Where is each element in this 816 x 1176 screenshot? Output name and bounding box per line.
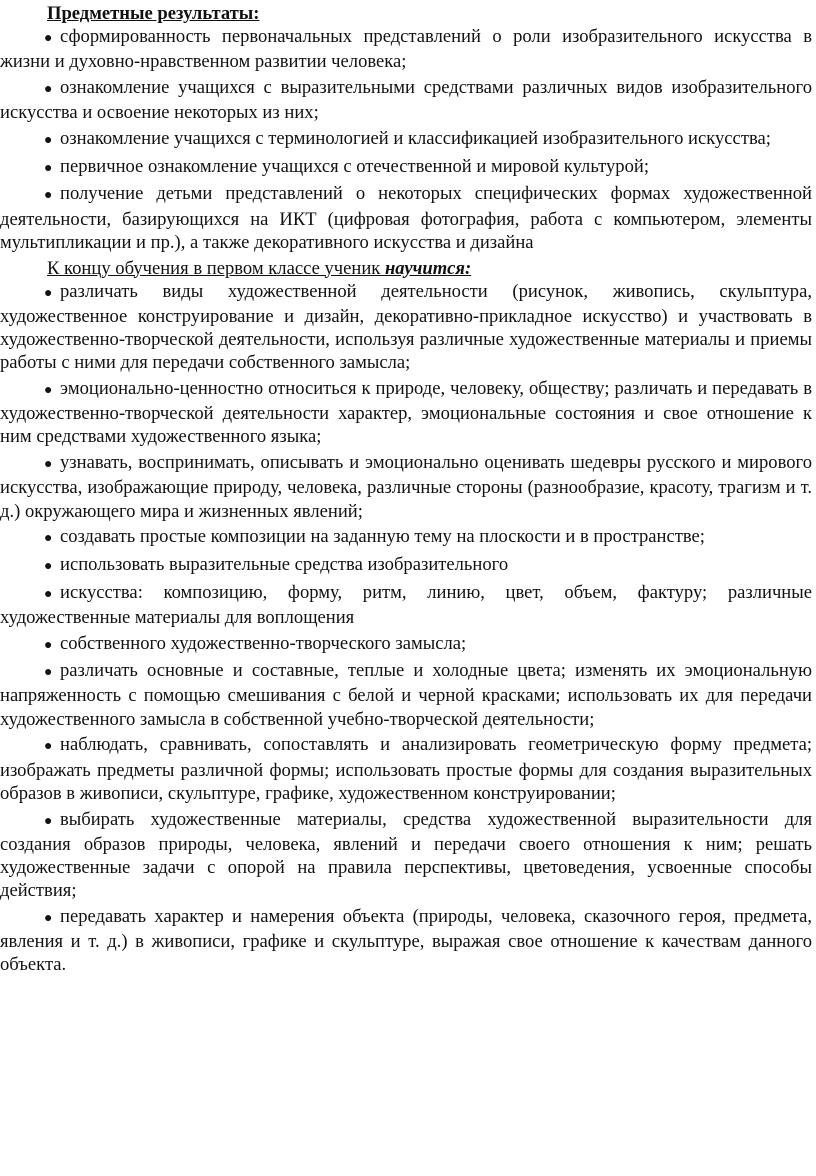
list-item-text: первичное ознакомление учащихся с отечественной и мировой культурой;: [60, 155, 649, 177]
list-item-text: передавать характер и намерения объекта (природы, человека, сказочного героя, предмета, явления и т. д.) в живописи, графике и скульптуре, выражая свое отношение к качествам данного объекта.: [0, 905, 812, 976]
bullet-dot-icon: ●: [44, 637, 53, 653]
bullet-dot-icon: ●: [44, 910, 53, 926]
bullet-dot-icon: ●: [44, 160, 53, 176]
list-item: [0, 581, 812, 629]
bullet-dot-icon: ●: [44, 665, 53, 681]
list-item-text: получение детьми представлений о некоторых специфических формах художественной деятельности, базирующихся на ИКТ (цифровая фотография, работа с компьютером, элементы мультипликации и пр.), а также декоративного искусства и дизайна: [0, 183, 812, 253]
list-item: [0, 808, 812, 903]
list-item: [0, 553, 812, 578]
list-item: [0, 155, 812, 180]
bullet-dot-icon: ●: [44, 586, 53, 602]
list-item: [0, 733, 812, 805]
bullet-dot-icon: ●: [44, 82, 53, 98]
bullet-dot-icon: ●: [44, 188, 53, 204]
heading-text: Предметные результаты:: [47, 3, 260, 24]
section-heading: [0, 2, 812, 25]
list-item-text: выбирать художественные материалы, средства художественной выразительности для создания образов природы, человека, явлений и передачи своего отношения к ним; решать художественные задачи с опорой на правила перспективы, цветоведения, усвоенные способы действия;: [0, 808, 812, 902]
subject-results-list: [0, 25, 812, 254]
bullet-dot-icon: ●: [44, 813, 53, 829]
list-item: [0, 525, 812, 550]
bullet-dot-icon: ●: [44, 457, 53, 473]
learning-outcomes-heading: [0, 257, 812, 280]
list-item: [0, 632, 812, 657]
learning-outcomes-list: [0, 280, 812, 977]
list-item: [0, 182, 812, 254]
bullet-dot-icon: ●: [44, 31, 53, 47]
subheading-emphasis: научится:: [384, 257, 472, 279]
list-item-text: различать виды художественной деятельности (рисунок, живопись, скульптура, художественное конструирование и дизайн, декоративно-прикладное искусство) и участвовать в художественно-творческой деятельности, используя различные художественные материалы и приемы работы с ними для передачи собственного замысла;: [0, 280, 812, 374]
list-item: [0, 76, 812, 124]
bullet-dot-icon: ●: [44, 531, 53, 547]
list-item: [0, 451, 812, 523]
bullet-dot-icon: ●: [44, 383, 53, 399]
list-item-text: ознакомление учащихся с терминологией и классификацией изобразительного искусства;: [60, 128, 771, 150]
list-item-text: эмоционально-ценностно относиться к природе, человеку, обществу; различать и передавать в художественно-творческой деятельности характер, эмоциональные состояния и свое отношение к ним средствами художественного языка;: [0, 378, 812, 448]
bullet-dot-icon: ●: [44, 133, 53, 149]
bullet-dot-icon: ●: [44, 285, 53, 301]
list-item-text: использовать выразительные средства изобразительного: [60, 553, 509, 575]
list-item: [0, 127, 812, 152]
list-item-text: наблюдать, сравнивать, сопоставлять и анализировать геометрическую форму предмета; изображать предметы различной формы; использовать простые формы для создания выразительных образов в живописи, скульптуре, графике, художественном конструировании;: [0, 734, 812, 804]
list-item: [0, 377, 812, 449]
list-item-text: искусства: композицию, форму, ритм, линию, цвет, объем, фактуру; различные художественные материалы для воплощения: [0, 581, 812, 628]
list-item: [0, 280, 812, 375]
list-item-text: ознакомление учащихся с выразительными средствами различных видов изобразительного искусства и освоение некоторых из них;: [0, 77, 812, 124]
bullet-dot-icon: ●: [44, 558, 53, 574]
list-item: [0, 25, 812, 73]
list-item-text: узнавать, воспринимать, описывать и эмоционально оценивать шедевры русского и мирового искусства, изображающие природу, человека, различные стороны (разнообразие, красоту, трагизм и т. д.) окружающего мира и жизненных явлений;: [0, 452, 812, 522]
list-item: [0, 659, 812, 731]
list-item-text: собственного художественно-творческого замысла;: [60, 632, 467, 654]
bullet-dot-icon: ●: [44, 739, 53, 755]
subheading-prefix: К концу обучения в первом классе ученик: [47, 257, 385, 279]
list-item: [0, 905, 812, 977]
list-item-text: создавать простые композиции на заданную тему на плоскости и в пространстве;: [60, 526, 705, 548]
list-item-text: сформированность первоначальных представлений о роли изобразительного искусства в жизни и духовно-нравственном развитии человека;: [0, 26, 812, 73]
list-item-text: различать основные и составные, теплые и холодные цвета; изменять их эмоциональную напряженность с помощью смешивания с белой и черной красками; использовать их для передачи художественного замысла в собственной учебно-творческой деятельности;: [0, 660, 812, 730]
